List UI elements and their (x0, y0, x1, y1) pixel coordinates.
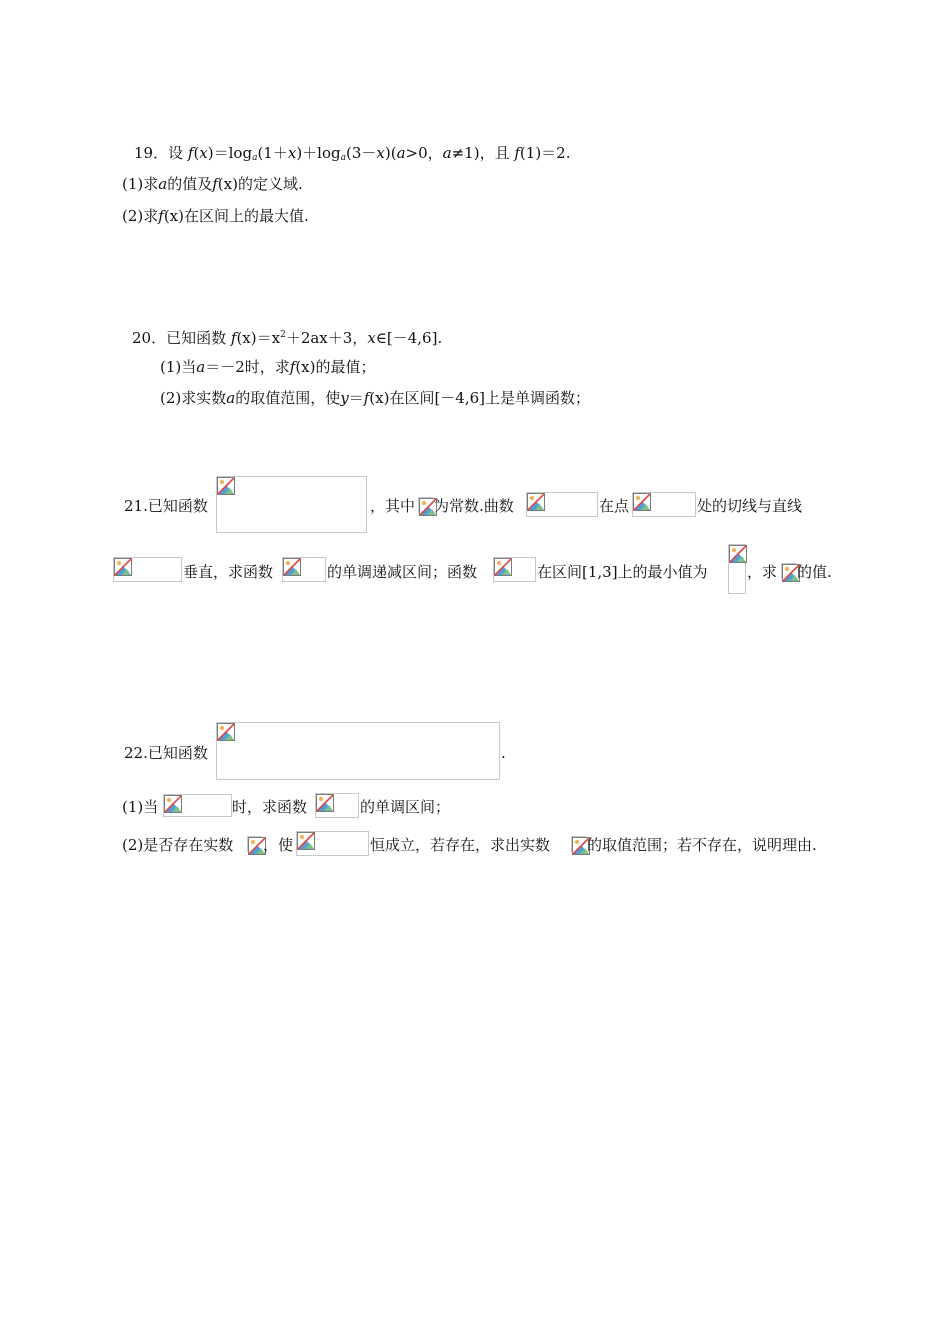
formula-image (632, 492, 696, 517)
q20-number: 20．已知函数 (132, 329, 227, 347)
broken-image-icon (217, 477, 235, 495)
q19-mid6: ≠1)，且 (451, 144, 510, 162)
formula-image (282, 557, 326, 582)
q20-x: x (367, 329, 376, 347)
q19-mid3: (3－ (345, 144, 377, 162)
q19-p1-pre: (1)求 (122, 175, 159, 193)
q20-p1-pre: (1)当 (160, 358, 197, 376)
q21-label-2: ，其中 (370, 497, 416, 515)
q20-part1 (160, 357, 376, 377)
broken-image-icon (527, 493, 545, 511)
q19-part2 (122, 206, 309, 226)
q19-p1-x: (x) (217, 175, 238, 193)
q21-label-4: 在点 (599, 497, 630, 515)
q19-paren: ( (193, 144, 200, 162)
formula-image (526, 492, 598, 517)
q21-label-8: 在区间[1,3]上的最小值为 (537, 563, 708, 581)
formula-image (113, 557, 182, 582)
formula-image (296, 831, 369, 856)
broken-image-icon (729, 545, 747, 563)
q19-sub-a1: a (252, 153, 258, 163)
q20-p2-tail: 在区间[－4,6]上是单调函数； (389, 389, 591, 407)
q21-label-9: ，求 (747, 563, 778, 581)
q19-p2-f: f (158, 207, 164, 225)
q19-p1-f: f (212, 175, 218, 193)
broken-image-icon (217, 723, 235, 741)
q22-p1-mid: 时，求函数 (232, 798, 308, 816)
q21-label-10: 的值. (797, 563, 832, 581)
q20-p1-tail: 的最值； (315, 358, 376, 376)
q20-stem (132, 325, 442, 348)
q19-p1-mid: 的值及 (167, 175, 213, 193)
q19-sub-a2: a (340, 153, 346, 163)
q19-f: f (187, 144, 194, 162)
q19-mid1: (1＋ (257, 144, 288, 162)
q22-p1-tail: 的单调区间； (360, 798, 451, 816)
formula-image (247, 836, 262, 852)
q19-x3: x (376, 144, 385, 162)
q20-part2 (160, 388, 590, 408)
q19-f2: f (514, 144, 520, 162)
q19-a4: a (442, 144, 452, 162)
q20-tail: ∈[－4,6]. (375, 329, 443, 347)
formula-image (728, 544, 746, 594)
q22-label-2: . (501, 744, 506, 762)
q19-mid2: )＋log (296, 144, 341, 162)
broken-image-icon (164, 795, 182, 813)
q21-label-5: 处的切线与直线 (697, 497, 803, 515)
q19-p2-pre: (2)求 (122, 207, 159, 225)
formula-image (781, 563, 796, 579)
q20-mid: ＋2ax＋3， (285, 329, 368, 347)
broken-image-icon (316, 794, 334, 812)
q21-label-6: 垂直，求函数 (183, 563, 274, 581)
q20-px: (x) (236, 329, 257, 347)
formula-image (315, 793, 359, 818)
q22-p1-pre: (1)当 (122, 798, 159, 816)
q22-p2-pre: (2)是否存在实数 (122, 836, 234, 854)
broken-image-icon (633, 493, 651, 511)
q20-p2-y: y (340, 389, 349, 407)
broken-image-icon (494, 558, 512, 576)
q22-p2-mid2: 恒成立，若存在，求出实数 (370, 836, 551, 854)
formula-image (418, 497, 433, 513)
q20-p2-f: f (363, 389, 370, 407)
q22-p2-tail: 的取值范围；若不存在，说明理由. (587, 836, 817, 854)
q19-p2-tail: 在区间上的最大值. (183, 207, 309, 225)
q19-stem (134, 143, 570, 168)
broken-image-icon (283, 558, 301, 576)
q22-label-1: 22.已知函数 (124, 744, 208, 762)
q20-p1-px: (x) (295, 358, 316, 376)
q19-eq: )＝log (207, 144, 253, 162)
q20-p1-mid: ＝－2时，求 (205, 358, 290, 376)
q19-number: 19．设 (134, 144, 184, 162)
q20-p2-a: a (226, 389, 236, 407)
q19-p2-x: (x) (163, 207, 184, 225)
q20-p1-f: f (289, 358, 296, 376)
q20-eq: ＝x (256, 329, 281, 347)
q20-p2-eq: ＝ (348, 389, 364, 407)
formula-image (163, 794, 232, 817)
formula-image (571, 836, 586, 852)
q19-p1-a: a (158, 175, 168, 193)
q20-p1-a: a (196, 358, 206, 376)
q20-p2-pre: (2)求实数 (160, 389, 227, 407)
q20-p2-px: (x) (369, 389, 390, 407)
q21-label-1: 21.已知函数 (124, 497, 208, 515)
formula-image (216, 722, 500, 780)
q21-label-7: 的单调递减区间；函数 (327, 563, 478, 581)
q19-tail: (1)＝2. (519, 144, 571, 162)
formula-image (493, 557, 536, 582)
q19-a3: a (396, 144, 406, 162)
q20-p2-mid: 的取值范围，使 (235, 389, 341, 407)
q19-x2: x (287, 144, 297, 162)
q19-p1-tail: 的定义域. (237, 175, 303, 193)
q19-x1: x (199, 144, 208, 162)
broken-image-icon (114, 558, 132, 576)
q20-f: f (230, 329, 237, 347)
q20-square: 2 (280, 330, 286, 340)
formula-image (216, 476, 367, 533)
broken-image-icon (297, 832, 315, 850)
q21-label-3: 为常数.曲数 (434, 497, 514, 515)
q19-mid4: )( (384, 144, 397, 162)
q19-part1 (122, 174, 303, 194)
q19-mid5: >0， (405, 144, 443, 162)
q22-p2-mid: ，使 (263, 836, 294, 854)
